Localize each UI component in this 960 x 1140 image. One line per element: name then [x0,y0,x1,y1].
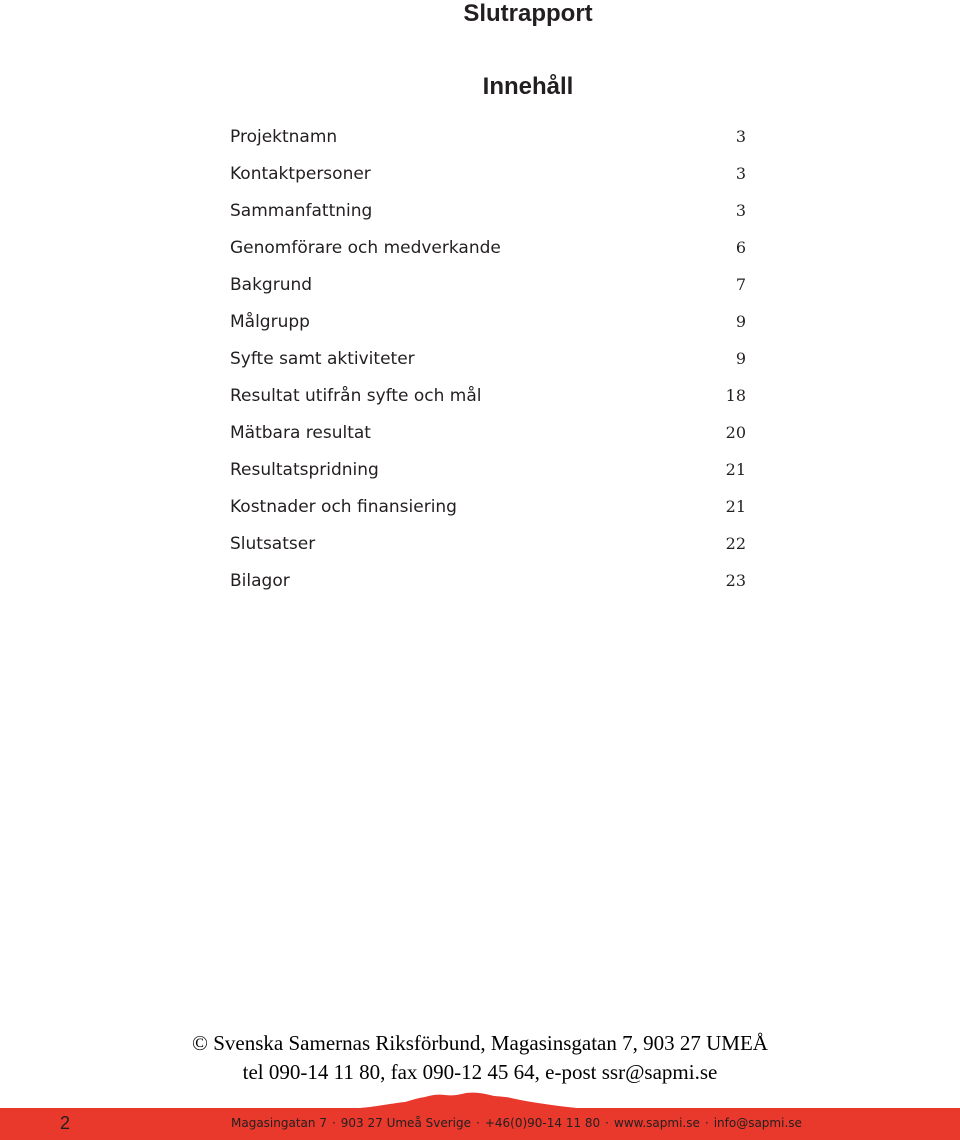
copyright-line: © Svenska Samernas Riksförbund, Magasinsgatan 7, 903 27 UMEÅ [192,1031,768,1055]
footer-separator: · [605,1116,609,1130]
footer-email: info@sapmi.se [713,1116,802,1130]
toc-entry-page: 21 [725,497,746,516]
document-title: Slutrapport [463,0,593,27]
toc-entry [230,266,746,303]
toc-entry-label: Målgrupp [230,311,310,332]
footer-contact [231,1116,802,1130]
toc-entry [230,192,746,229]
toc-entry-page: 18 [725,386,746,405]
toc-entry [230,340,746,377]
table-of-contents [230,118,746,599]
toc-entry-label: Genomförare och medverkande [230,237,501,258]
toc-entry-page: 23 [725,571,746,590]
footer-separator: · [704,1116,709,1130]
toc-entry-page: 22 [725,534,746,553]
toc-entry-page: 9 [735,349,746,368]
copyright-block [0,1029,960,1087]
toc-entry-label: Kontaktpersoner [230,163,371,184]
toc-entry [230,155,746,192]
toc-entry [230,525,746,562]
toc-entry-page: 3 [735,164,746,183]
toc-entry [230,377,746,414]
toc-entry-page: 7 [735,275,746,294]
toc-heading: Innehåll [482,73,574,100]
toc-entry [230,488,746,525]
toc-entry-label: Resultatspridning [230,459,379,480]
toc-entry-label: Bakgrund [230,274,313,295]
contact-line: tel 090-14 11 80, fax 090-12 45 64, e-post ssr@sapmi.se [242,1060,718,1084]
toc-entry-label: Bilagor [230,570,290,591]
toc-entry-label: Mätbara resultat [230,422,371,443]
toc-entry-label: Syfte samt aktiviteter [230,348,415,369]
toc-entry-page: 3 [735,127,746,146]
toc-entry-label: Sammanfattning [230,200,373,221]
toc-entry [230,451,746,488]
footer-website: www.sapmi.se [614,1116,700,1130]
footer-separator: · [475,1116,480,1130]
toc-entry-label: Kostnader och finansiering [230,496,457,517]
toc-entry-label: Projektnamn [230,126,338,147]
toc-entry-page: 6 [735,238,746,257]
toc-entry [230,303,746,340]
footer-address: Magasingatan 7 [231,1116,327,1130]
toc-entry [230,118,746,155]
toc-entry [230,229,746,266]
toc-entry-label: Resultat utifrån syfte och mål [230,385,482,406]
toc-entry-page: 9 [735,312,746,331]
toc-entry [230,562,746,599]
footer-separator: · [331,1116,336,1130]
toc-entry-page: 20 [725,423,746,442]
toc-entry-page: 21 [725,460,746,479]
toc-entry [230,414,746,451]
page-number: 2 [59,1113,70,1133]
footer-city: 903 27 Umeå Sverige [340,1116,471,1130]
toc-entry-label: Slutsatser [230,533,316,554]
footer-phone: +46(0)90-14 11 80 [484,1116,601,1130]
toc-entry-page: 3 [735,201,746,220]
